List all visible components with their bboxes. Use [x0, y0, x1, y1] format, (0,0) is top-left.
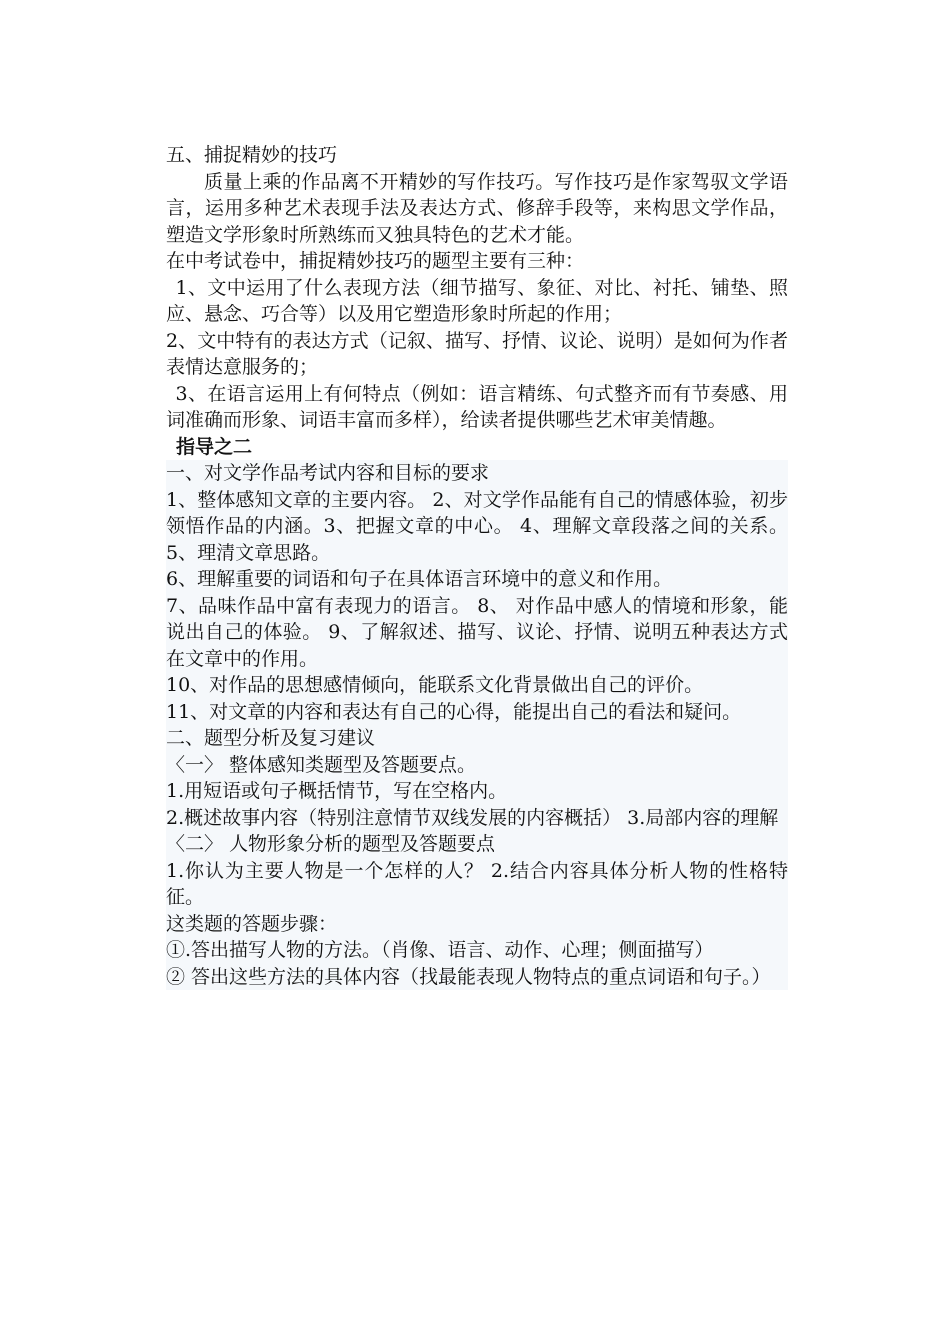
requirement-para-b: 6、理解重要的词语和句子在具体语言环境中的意义和作用。: [166, 568, 673, 590]
guide-heading: 指导之二: [176, 435, 253, 458]
requirement-para-c: 7、品味作品中富有表现力的语言。 8、 对作品中感人的情境和形象，能说出自己的体验。 9、了解叙述、描写、议论、抒情、说明五种表达方式在文章中的作用。: [166, 594, 788, 670]
sub2-title: 〈二〉 人物形象分析的题型及答题要点: [166, 833, 496, 855]
technique-item-3: 3、在语言运用上有何特点（例如：语言精练、句式整齐而有节奏感、用词准确而形象、词语丰富而多样），给读者提供哪些艺术审美情趣。: [166, 382, 788, 431]
guide-content: [166, 460, 788, 990]
requirement-para-d: 10、对作品的思想感情倾向，能联系文化背景做出自己的评价。: [166, 674, 704, 696]
sub1-item-2: 2.概述故事内容（特别注意情节双线发展的内容概括） 3.局部内容的理解: [166, 806, 779, 829]
part1-title: 一、对文学作品考试内容和目标的要求: [166, 462, 490, 484]
requirement-para-e: 11、对文章的内容和表达有自己的心得，能提出自己的看法和疑问。: [166, 700, 742, 723]
section-intro: 质量上乘的作品离不开精妙的写作技巧。写作技巧是作家驾驭文学语言，运用多种艺术表现手法及表达方式、修辞手段等，来构思文学作品，塑造文学形象时所熟练而又独具特色的艺术才能。: [166, 170, 788, 246]
types-intro: 在中考试卷中，捕捉精妙技巧的题型主要有三种：: [166, 250, 585, 272]
part2-title: 二、题型分析及复习建议: [166, 727, 376, 749]
sub1-title: 〈一〉 整体感知类题型及答题要点。: [166, 753, 477, 776]
step-1: ①.答出描写人物的方法。（肖像、语言、动作、心理；侧面描写）: [166, 939, 714, 961]
section-title: 五、捕捉精妙的技巧: [166, 144, 338, 166]
sub2-item-1: 1.你认为主要人物是一个怎样的人？ 2.结合内容具体分析人物的性格特征。: [166, 859, 788, 908]
document-page: [166, 142, 788, 990]
requirement-para-a: 1、整体感知文章的主要内容。 2、对文学作品能有自己的情感体验，初步领悟作品的内涵。3、把握文章的中心。 4、理解文章段落之间的关系。 5、理清文章思路。: [166, 488, 788, 564]
steps-title: 这类题的答题步骤：: [166, 912, 338, 935]
step-2: ② 答出这些方法的具体内容（找最能表现人物特点的重点词语和句子。）: [166, 965, 771, 988]
technique-item-1: 1、文中运用了什么表现方法（细节描写、象征、对比、衬托、铺垫、照应、悬念、巧合等）以及用它塑造形象时所起的作用；: [166, 276, 788, 325]
technique-item-2: 2、文中特有的表达方式（记叙、描写、抒情、议论、说明）是如何为作者表情达意服务的；: [166, 329, 788, 378]
sub1-item-1: 1.用短语或句子概括情节，写在空格内。: [166, 780, 508, 802]
